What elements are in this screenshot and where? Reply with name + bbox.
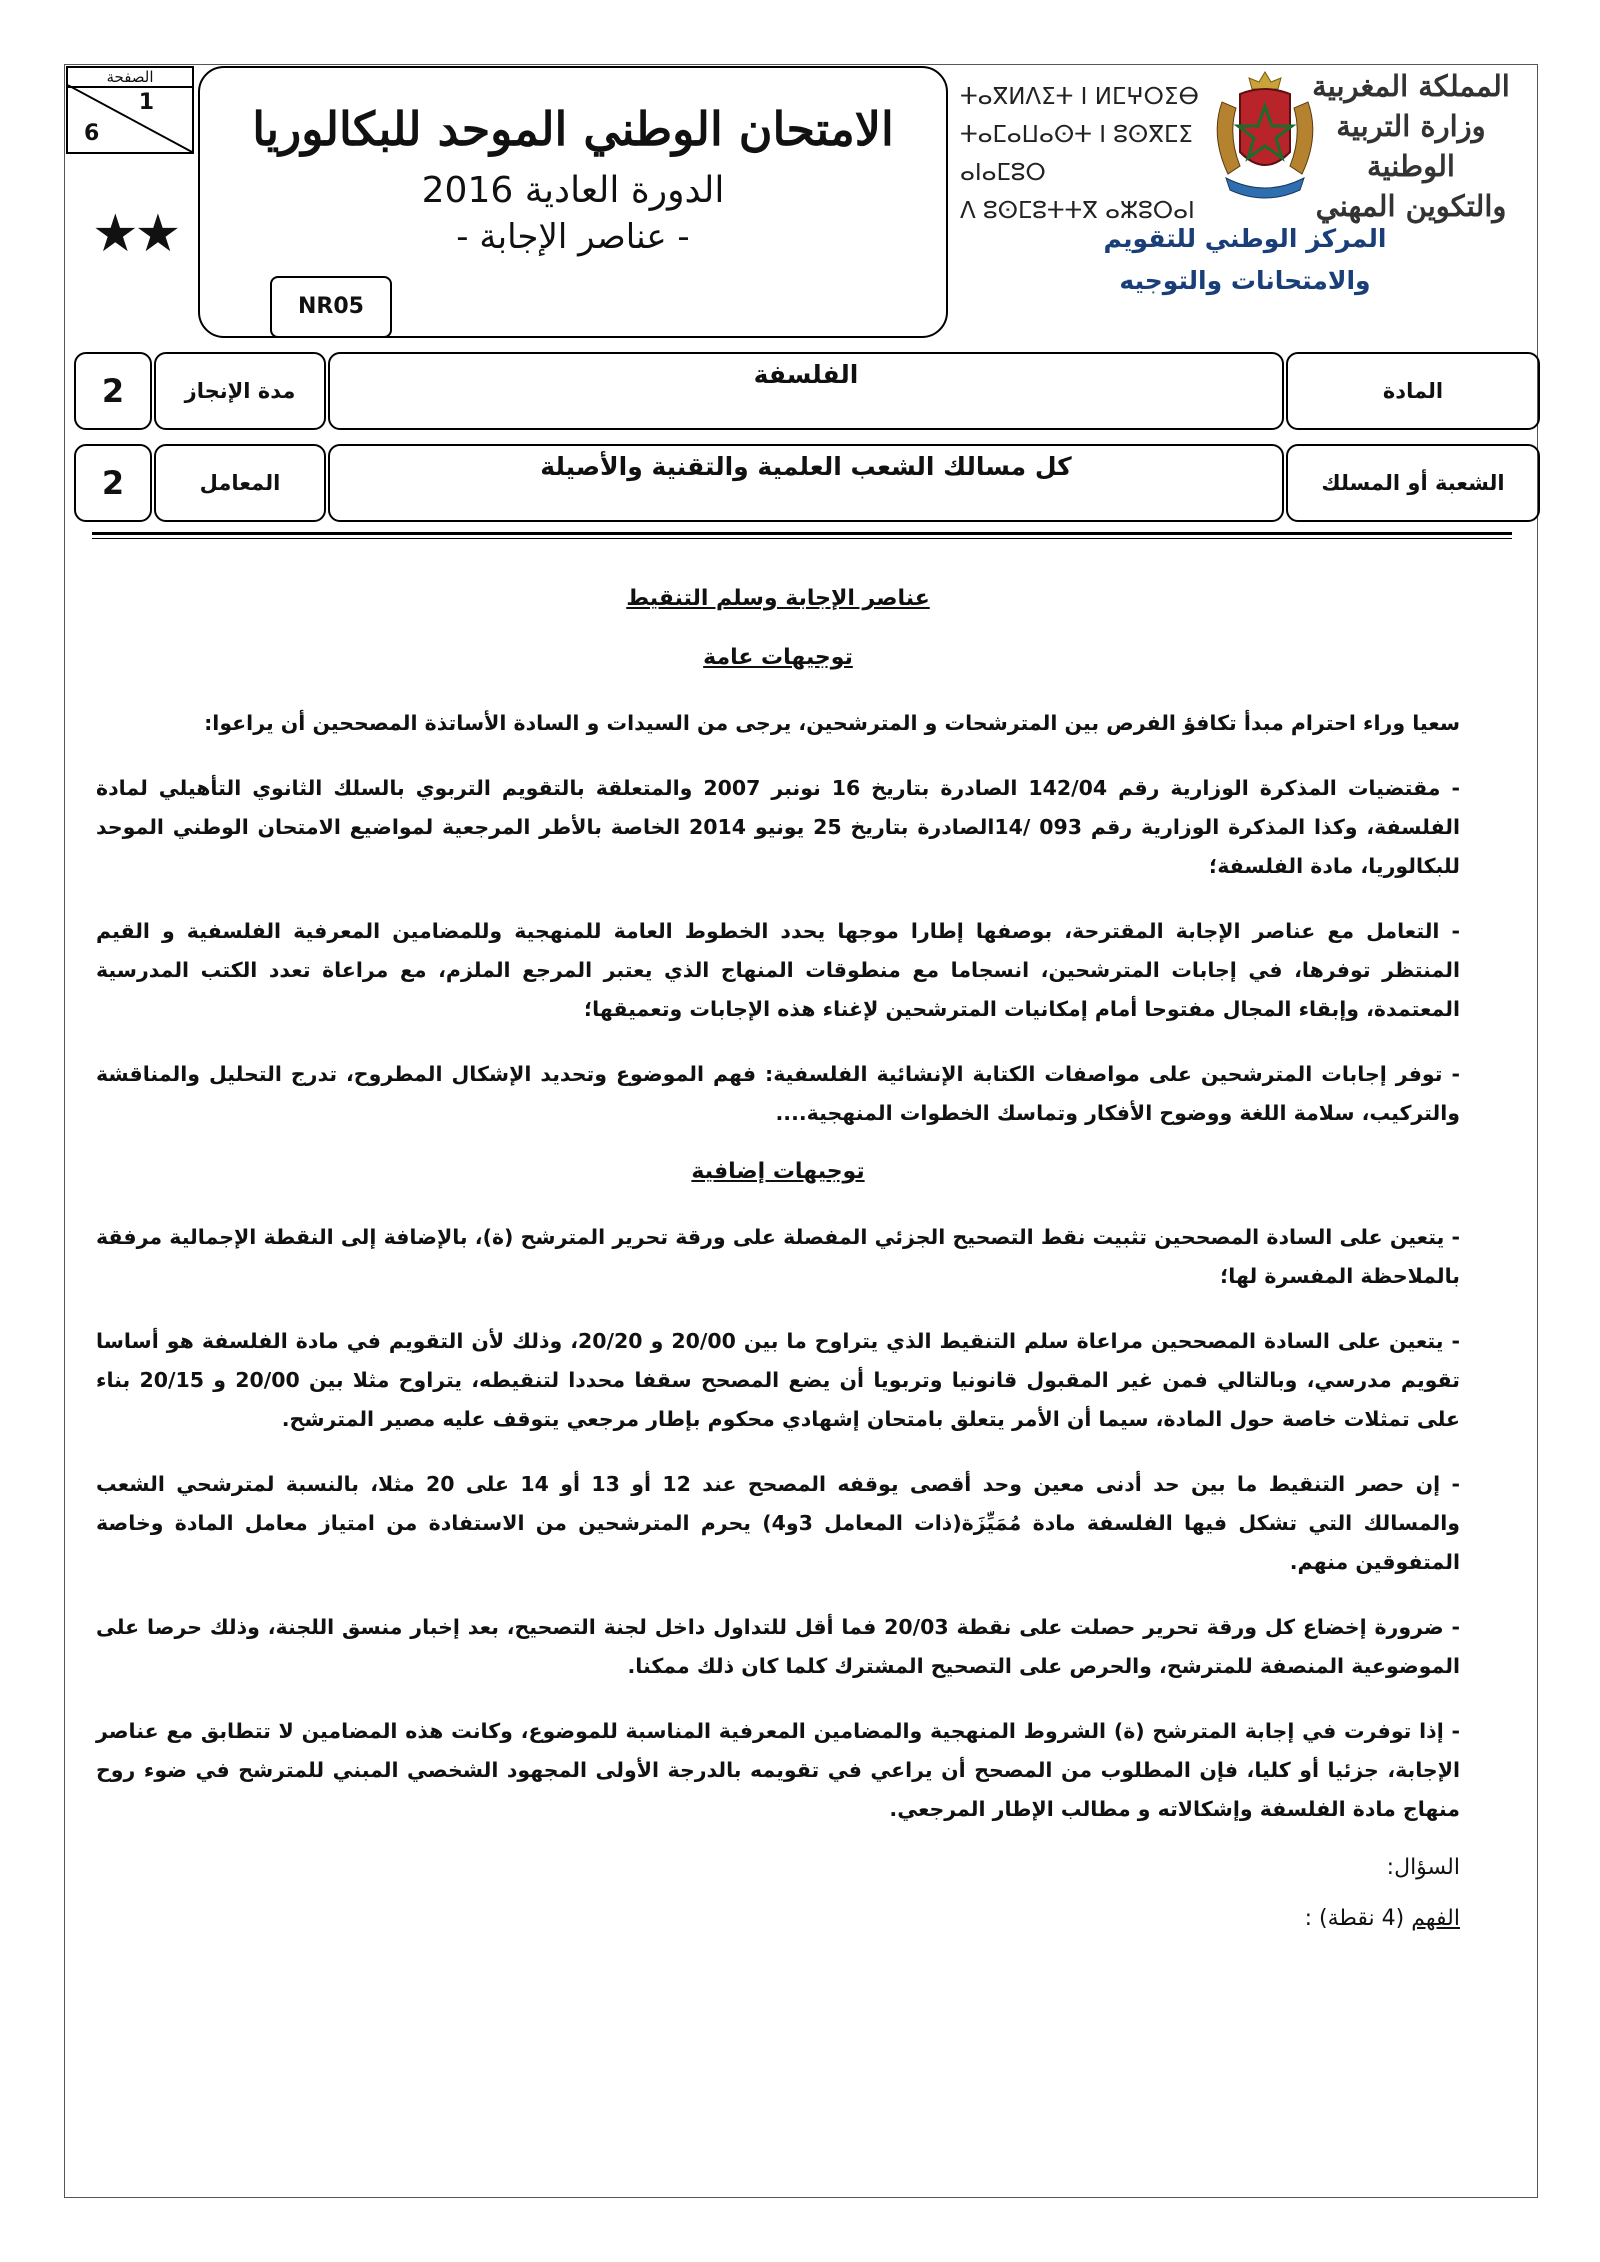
guideline-item: - التعامل مع عناصر الإجابة المقترحة، بوصفها إطارا موجها يحدد الخطوط العامة للمنهجية وللمضامين المعرفية الفلسفية و القيم المنتظر توفرها، في إجابات المترشحين، انسجاما مع منطوقات المنهاج الذي يعتبر المرجع الملزم، مع مراعاة تعدد الكتب المدرسية المعتمدة، وإبقاء المجال مفتوحا أمام إمكانيات المترشحين لإغناء هذه الإجابات وتعميقها؛ — [96, 919, 1460, 1021]
intro-paragraph: سعيا وراء احترام مبدأ تكافؤ الفرص بين المترشحات و المترشحين، يرجى من السيدات و السادة الأساتذة المصححين أن يراعوا: — [204, 711, 1460, 735]
understanding-label: الفهم — [1411, 1906, 1460, 1931]
understanding-heading — [96, 1906, 1460, 1931]
branch-name: كل مسالك الشعب العلمية والتقنية والأصيلة — [328, 444, 1284, 522]
section-heading: عناصر الإجابة وسلم التنقيط — [626, 586, 930, 611]
understanding-points: (4 نقطة) : — [1304, 1906, 1405, 1931]
exam-subtitle: - عناصر الإجابة - — [456, 217, 690, 257]
stars-icon: ★★ — [92, 204, 178, 264]
guideline-item: - إذا توفرت في إجابة المترشح (ة) الشروط المنهجية والمضامين المعرفية المناسبة للموضوع، وكانت هذه المضامين لا تتطابق مع عناصر الإجابة، جزئيا أو كليا، فإن المطلوب من المصحح أن يراعي في تقويمه بالدرجة الأولى المجهود الشخصي المبني للمترشح في ضوء روح منهاج مادة الفلسفة وإشكالاته و مطالب الإطار المرجعي. — [96, 1719, 1460, 1821]
exam-code: NR05 — [270, 276, 392, 338]
ministry-line: والتكوين المهني — [1315, 189, 1507, 223]
section-heading: توجيهات عامة — [703, 645, 853, 670]
guideline-item: - يتعين على السادة المصححين مراعاة سلم التنقيط الذي يتراوح ما بين 20/00 و 20/20، وذلك لأن التقويم في مادة الفلسفة هو أساسا تقويم مدرسي، وبالتالي فمن غير المقبول قانونيا وتربويا أن يضع المصحح سقفا محددا لتنقيطه، يتراوح مثلا بين 20/00 و 20/15 بناء على تمثلات خاصة حول المادة، سيما أن الأمر يتعلق بامتحان إشهادي محكوم بإطار مرجعي يتوقف عليه مصير المترشح. — [96, 1329, 1461, 1431]
subject-label: المادة — [1286, 352, 1540, 430]
subject-name: الفلسفة — [328, 352, 1284, 430]
question-label: السؤال: — [1386, 1855, 1460, 1880]
page-counter-label: الصفحة — [68, 68, 192, 88]
center-line: المركز الوطني للتقويم — [1103, 224, 1387, 253]
guideline-item: - مقتضيات المذكرة الوزارية رقم 142/04 الصادرة بتاريخ 16 نونبر 2007 والمتعلقة بالتقويم التربوي بالسلك الثانوي التأهيلي لمادة الفلسفة، وكذا المذكرة الوزارية رقم 093 /14الصادرة بتاريخ 25 يونيو 2014 الخاصة بالأطر المرجعية لمواضيع الامتحان الوطني الموحد للبكالوريا، مادة الفلسفة؛ — [96, 776, 1461, 878]
ministry-tifinagh — [960, 78, 1220, 230]
ministry-line: المملكة المغربية — [1312, 69, 1510, 103]
page-counter — [66, 66, 194, 154]
guideline-item: - إن حصر التنقيط ما بين حد أدنى معين وحد أقصى يوقفه المصحح عند 12 أو 13 أو 14 على 20 مثلا، بالنسبة لمترشحي الشعب والمسالك التي تشكل فيها الفلسفة مادة مُمَيِّزَة(ذات المعامل 3و4) يحرم المترشحين من الاستفادة من امتياز معامل المادة وخاصة المتفوقين منهم. — [96, 1472, 1461, 1574]
evaluation-center — [1090, 218, 1400, 302]
page-number-current: 1 — [138, 90, 154, 115]
exam-title: الامتحان الوطني الموحد للبكالوريا — [252, 102, 894, 156]
ministry-name — [1300, 66, 1522, 226]
section-heading: توجيهات إضافية — [691, 1159, 865, 1184]
duration-label: مدة الإنجاز — [154, 352, 326, 430]
page-number-total: 6 — [84, 121, 100, 146]
center-line: والامتحانات والتوجيه — [1119, 266, 1371, 295]
coefficient-value: 2 — [74, 444, 152, 522]
guideline-item: - ضرورة إخضاع كل ورقة تحرير حصلت على نقطة 20/03 فما أقل للتداول داخل لجنة التصحيح، بعد إخبار منسق اللجنة، وذلك حرصا على الموضوعية المنصفة للمترشح، والحرص على التصحيح المشترك كلما كان ذلك ممكنا. — [96, 1615, 1461, 1678]
coefficient-label: المعامل — [154, 444, 326, 522]
tifinagh-line: ⵜⴰⴳⵍⴷⵉⵜ ⵏ ⵍⵎⵖⵔⵉⴱ — [960, 84, 1199, 110]
exam-session: الدورة العادية 2016 — [421, 170, 725, 211]
ministry-line: وزارة التربية الوطنية — [1336, 109, 1486, 183]
tifinagh-line: ⵜⴰⵎⴰⵡⴰⵙⵜ ⵏ ⵓⵙⴳⵎⵉ ⴰⵏⴰⵎⵓⵔ — [960, 122, 1193, 186]
tifinagh-line: ⴷ ⵓⵙⵎⵓⵜⵜⴳ ⴰⵣⵓⵔⴰⵏ — [960, 198, 1195, 224]
guideline-item: - يتعين على السادة المصححين تثبيت نقط التصحيح الجزئي المفصلة على ورقة تحرير المترشح (ة)، بالإضافة إلى النقطة الإجمالية مرفقة بالملاحظة المفسرة لها؛ — [96, 1225, 1460, 1288]
answer-guidelines — [96, 586, 1460, 1931]
header-divider — [92, 532, 1512, 535]
header-divider-thin — [92, 538, 1512, 539]
branch-label: الشعبة أو المسلك — [1286, 444, 1540, 522]
duration-value: 2 — [74, 352, 152, 430]
guideline-item: - توفر إجابات المترشحين على مواصفات الكتابة الإنشائية الفلسفية: فهم الموضوع وتحديد الإشكال المطروح، تدرج التحليل والمناقشة والتركيب، سلامة اللغة ووضوح الأفكار وتماسك الخطوات المنهجية.... — [96, 1062, 1460, 1125]
